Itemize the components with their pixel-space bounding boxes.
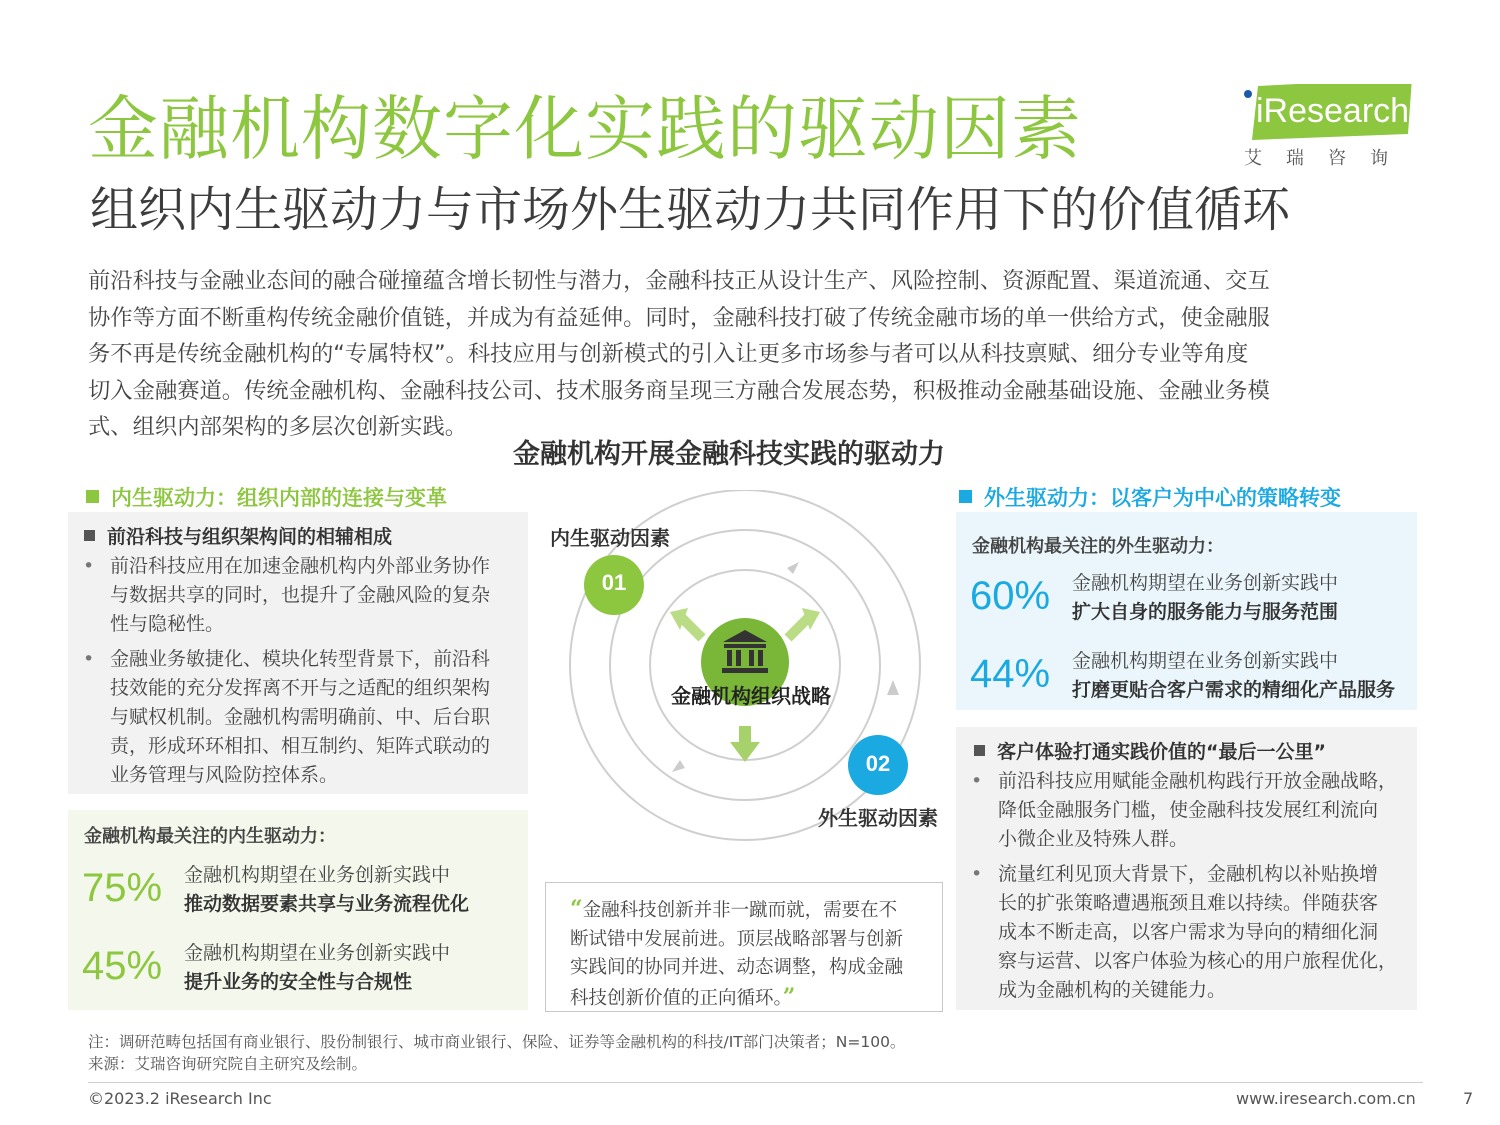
source-note: 来源：艾瑞咨询研究院自主研究及绘制。	[88, 1055, 368, 1073]
stat-percent: 60%	[970, 574, 1051, 618]
stat-desc-bold: 提升业务的安全性与合规性	[184, 971, 413, 993]
ring-arrow-icon	[887, 680, 899, 695]
bullet-line: 小微企业及特殊人群。	[998, 828, 1189, 850]
bullet-line: 性与隐秘性。	[110, 613, 225, 635]
arrow-down-icon	[730, 726, 760, 762]
bullet-line: 成本不断走高，以客户需求为导向的精细化洞	[998, 921, 1379, 943]
website-link[interactable]: www.iresearch.com.cn	[1236, 1089, 1416, 1108]
square-bullet-icon	[959, 490, 972, 503]
bullet-line: 技效能的充分发挥离不开与之适配的组织架构	[110, 677, 491, 699]
right-box-title-text: 客户体验打通实践价值的“最后一公里”	[997, 741, 1326, 763]
stat-row	[956, 566, 1417, 626]
square-bullet-icon	[84, 530, 95, 541]
page-title: 金融机构数字化实践的驱动因素	[88, 88, 1082, 170]
list-item	[956, 767, 1417, 854]
inner-badge-number: 01	[601, 570, 627, 595]
right-box-title	[974, 737, 1326, 764]
stat-row	[956, 644, 1417, 704]
right-section-heading	[959, 482, 1341, 512]
right-stats-box	[956, 512, 1417, 710]
ring-arrow-icon	[672, 760, 685, 772]
bullet-line: 察与运营、以客户体验为核心的用户旅程优化，	[998, 950, 1398, 972]
stat-desc: 金融机构期望在业务创新实践中	[1072, 650, 1339, 672]
bullet-line: • 流量红利见顶大背景下，金融机构以补贴换增	[998, 863, 1379, 885]
inner-driver-label: 内生驱动因素	[550, 526, 670, 550]
page-number: 7	[1463, 1089, 1474, 1108]
intro-line: 式、组织内部架构的多层次创新实践。	[88, 414, 468, 440]
stat-desc: 金融机构期望在业务创新实践中	[184, 864, 451, 886]
stat-desc: 金融机构期望在业务创新实践中	[184, 942, 451, 964]
right-stats-title: 金融机构最关注的外生驱动力：	[972, 536, 1224, 557]
quote-line: 断试错中发展前进。顶层战略部署与创新	[570, 928, 904, 950]
arrow-up-left-icon	[670, 608, 702, 638]
quote-line-text: 金融科技创新并非一蹴而就，需要在不	[582, 900, 898, 921]
quote-open-icon: “	[570, 896, 583, 922]
right-bullet-list	[956, 767, 1417, 1011]
outer-driver-label: 外生驱动因素	[818, 806, 938, 830]
logo-cn-text: 艾瑞咨询	[1244, 148, 1412, 169]
square-bullet-icon	[86, 490, 99, 503]
list-item	[68, 552, 528, 639]
stat-row	[68, 858, 528, 918]
bullet-line: 长的扩张策略遭遇瓶颈且难以持续。伴随获客	[998, 892, 1379, 914]
stat-row	[68, 936, 528, 996]
intro-line: 协作等方面不断重构传统金融价值链，并成为有益延伸。同时，金融科技打破了传统金融市场的单一供给方式，使金融服	[88, 304, 1270, 331]
bullet-line: • 前沿科技应用在加速金融机构内外部业务协作	[110, 555, 491, 577]
bullet-line: • 金融业务敏捷化、模块化转型背景下，前沿科	[110, 648, 491, 670]
right-info-box	[956, 727, 1417, 1010]
left-box-title-text: 前沿科技与组织架构间的相辅相成	[107, 526, 393, 548]
stat-percent: 45%	[82, 944, 163, 988]
bullet-line: 成为金融机构的关键能力。	[998, 979, 1227, 1001]
intro-paragraph	[88, 263, 1418, 446]
list-item	[68, 645, 528, 790]
bullet-line: 降低金融服务门槛，使金融科技发展红利流向	[998, 799, 1379, 821]
center-label: 金融机构组织战略	[671, 684, 831, 708]
page-subtitle: 组织内生驱动力与市场外生驱动力共同作用下的价值循环	[90, 182, 1291, 238]
bullet-line: 与数据共享的同时，也提升了金融风险的复杂	[110, 584, 491, 606]
right-heading-text: 外生驱动力：以客户为中心的策略转变	[984, 486, 1341, 510]
stat-desc-bold: 推动数据要素共享与业务流程优化	[184, 893, 470, 915]
stat-percent: 75%	[82, 866, 163, 910]
copyright: ©2023.2 iResearch Inc	[88, 1089, 272, 1108]
intro-line: 前沿科技与金融业态间的融合碰撞蕴含增长韧性与潜力，金融科技正从设计生产、风险控制、资源配置、渠道流通、交互	[88, 268, 1270, 294]
bullet-line: • 前沿科技应用赋能金融机构践行开放金融战略，	[998, 770, 1398, 792]
diagram-title: 金融机构开展金融科技实践的驱动力	[513, 439, 945, 470]
intro-line: 务不再是传统金融机构的“专属特权”。科技应用与创新模式的引入让更多市场参与者可以从科技禀赋、细分专业等角度	[88, 341, 1249, 367]
stat-desc: 金融机构期望在业务创新实践中	[1072, 572, 1339, 594]
quote-line-text: 科技创新价值的正向循环。	[570, 987, 783, 1009]
stat-percent: 44%	[970, 652, 1051, 696]
list-item	[956, 860, 1417, 1005]
left-info-box	[68, 512, 528, 794]
left-heading-text: 内生驱动力：组织内部的连接与变革	[111, 486, 447, 510]
square-bullet-icon	[974, 745, 985, 756]
outer-badge-number: 02	[865, 751, 891, 776]
quote-box	[545, 882, 943, 1012]
left-box-title	[84, 522, 392, 549]
bullet-line: 与赋权机制。金融机构需明确前、中、后台职	[110, 706, 491, 728]
left-bullet-list	[68, 552, 528, 796]
quote-text	[570, 895, 930, 1013]
stat-desc-bold: 扩大自身的服务能力与服务范围	[1072, 601, 1339, 623]
left-section-heading	[86, 482, 447, 512]
bullet-line: 责，形成环环相扣、相互制约、矩阵式联动的	[110, 735, 491, 757]
left-stats-title: 金融机构最关注的内生驱动力：	[84, 826, 336, 847]
footer-divider	[88, 1082, 1423, 1083]
intro-line: 切入金融赛道。传统金融机构、金融科技公司、技术服务商呈现三方融合发展态势，积极推动金融基础设施、金融业务模	[88, 377, 1270, 404]
logo-word: iResearch	[1256, 92, 1410, 130]
quote-line	[570, 895, 930, 926]
quote-close-icon: ”	[782, 983, 796, 1010]
quote-line	[570, 983, 930, 1014]
left-stats-box	[68, 810, 528, 1010]
survey-note: 注：调研范畴包括国有商业银行、股份制银行、城市商业银行、保险、证券等金融机构的科技/IT部门决策者；N=100。	[88, 1033, 906, 1051]
ring-arrow-icon	[787, 562, 799, 574]
bullet-line: 业务管理与风险防控体系。	[110, 764, 339, 786]
arrow-up-right-icon	[788, 608, 820, 638]
iresearch-logo	[1240, 84, 1420, 174]
stat-desc-bold: 打磨更贴合客户需求的精细化产品服务	[1072, 679, 1396, 701]
quote-line: 实践间的协同并进、动态调整，构成金融	[570, 957, 904, 978]
